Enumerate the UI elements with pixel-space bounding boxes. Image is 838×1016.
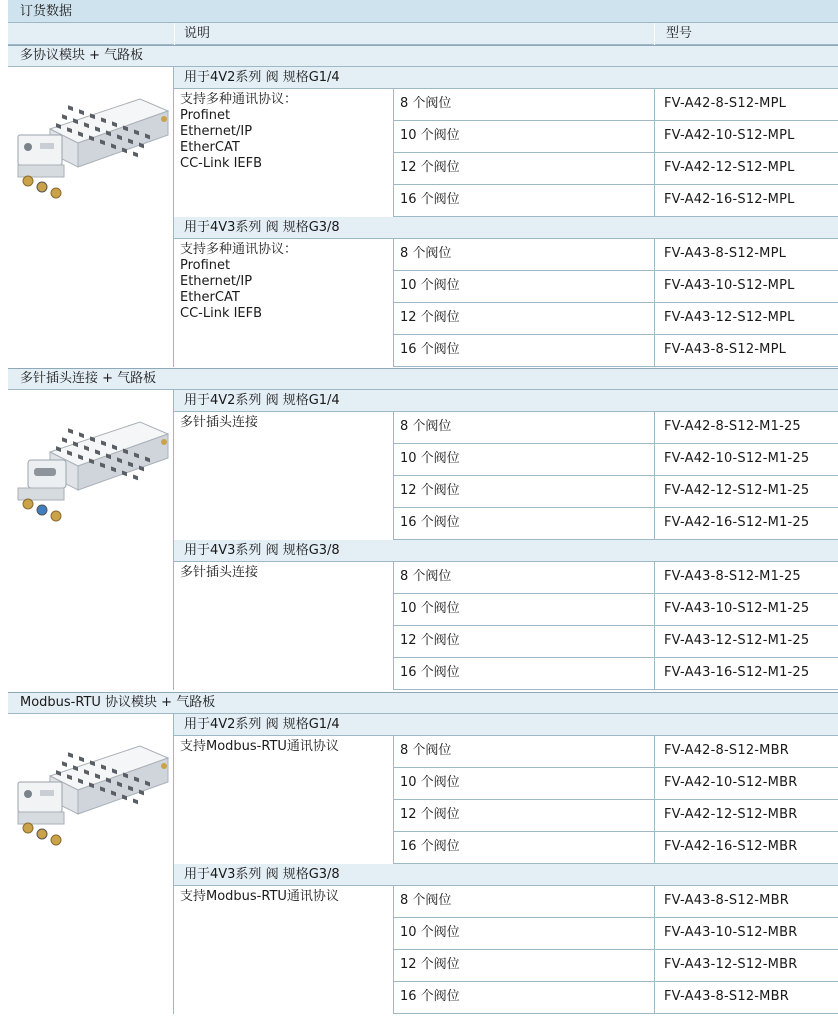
product-section	[8, 45, 838, 367]
description-cell	[174, 412, 394, 540]
description-line: EtherCAT	[180, 290, 240, 305]
valve-position-count: 10 个阀位	[400, 601, 460, 616]
valve-position-count: 8 个阀位	[400, 569, 452, 584]
column-header-description: 说明	[184, 26, 211, 41]
valve-position-count: 8 个阀位	[400, 743, 452, 758]
description-line: CC-Link IEFB	[180, 156, 263, 171]
table-row	[394, 768, 838, 800]
table-row	[394, 886, 838, 918]
model-number: FV-A43-12-S12-MBR	[664, 957, 798, 972]
model-number: FV-A42-10-S12-MBR	[664, 775, 798, 790]
series-title: 用于4V2系列 阀 规格G1/4	[174, 714, 838, 736]
description-line: 支持多种通讯协议：	[180, 92, 298, 107]
table-row	[394, 89, 838, 121]
product-section	[8, 368, 838, 690]
model-number: FV-A43-10-S12-M1-25	[664, 601, 810, 616]
series-title: 用于4V3系列 阀 规格G3/8	[174, 540, 838, 562]
model-number: FV-A42-12-S12-M1-25	[664, 483, 810, 498]
series-title: 用于4V2系列 阀 规格G1/4	[174, 390, 838, 412]
valve-position-count: 8 个阀位	[400, 893, 452, 908]
model-number: FV-A43-8-S12-MBR	[664, 893, 789, 908]
table-row	[394, 444, 838, 476]
table-row	[394, 562, 838, 594]
description-cell	[174, 886, 394, 1014]
valve-position-count: 12 个阀位	[400, 310, 460, 325]
table-row	[394, 736, 838, 768]
description-cell	[174, 736, 394, 864]
table-row	[394, 412, 838, 444]
description-line: 支持Modbus-RTU通讯协议	[180, 889, 339, 904]
description-line: CC-Link IEFB	[180, 306, 263, 321]
table-row	[394, 626, 838, 658]
valve-position-count: 8 个阀位	[400, 96, 452, 111]
section-title: 多针插头连接 + 气路板	[8, 368, 838, 390]
table-row	[394, 658, 838, 690]
series-title: 用于4V2系列 阀 规格G1/4	[174, 67, 838, 89]
section-title: Modbus-RTU 协议模块 + 气路板	[8, 692, 838, 714]
valve-position-count: 12 个阀位	[400, 957, 460, 972]
valve-position-count: 16 个阀位	[400, 665, 460, 680]
product-image-cell	[8, 67, 174, 367]
valve-position-count: 10 个阀位	[400, 925, 460, 940]
description-line: 支持多种通讯协议：	[180, 242, 298, 257]
model-number: FV-A43-8-S12-MPL	[664, 342, 787, 357]
model-number: FV-A43-16-S12-M1-25	[664, 665, 810, 680]
table-row	[394, 982, 838, 1014]
valve-position-count: 16 个阀位	[400, 515, 460, 530]
model-number: FV-A43-10-S12-MBR	[664, 925, 798, 940]
product-section	[8, 692, 838, 1014]
description-cell	[174, 239, 394, 367]
table-row	[394, 185, 838, 217]
valve-position-count: 8 个阀位	[400, 246, 452, 261]
model-number: FV-A43-12-S12-M1-25	[664, 633, 810, 648]
table-row	[394, 476, 838, 508]
valve-position-count: 16 个阀位	[400, 839, 460, 854]
model-number: FV-A43-10-S12-MPL	[664, 278, 795, 293]
series-title: 用于4V3系列 阀 规格G3/8	[174, 864, 838, 886]
model-number: FV-A42-12-S12-MBR	[664, 807, 798, 822]
description-line: Ethernet/IP	[180, 274, 253, 289]
description-line: EtherCAT	[180, 140, 240, 155]
table-row	[394, 239, 838, 271]
valve-position-count: 10 个阀位	[400, 278, 460, 293]
description-cell	[174, 562, 394, 690]
model-number: FV-A43-12-S12-MPL	[664, 310, 795, 325]
valve-position-count: 10 个阀位	[400, 128, 460, 143]
model-number: FV-A43-8-S12-MBR	[664, 989, 789, 1004]
table-row	[394, 271, 838, 303]
valve-manifold-image	[10, 412, 170, 532]
product-image-cell	[8, 390, 174, 690]
table-row	[394, 508, 838, 540]
valve-position-count: 16 个阀位	[400, 989, 460, 1004]
description-line: 多针插头连接	[180, 565, 259, 580]
table-row	[394, 335, 838, 367]
valve-position-count: 8 个阀位	[400, 419, 452, 434]
table-row	[394, 121, 838, 153]
valve-position-count: 16 个阀位	[400, 342, 460, 357]
table-row	[394, 832, 838, 864]
model-number: FV-A43-8-S12-MPL	[664, 246, 787, 261]
table-row	[394, 800, 838, 832]
table-row	[394, 153, 838, 185]
model-number: FV-A43-8-S12-M1-25	[664, 569, 801, 584]
table-title: 订货数据	[8, 0, 838, 23]
model-number: FV-A42-10-S12-M1-25	[664, 451, 810, 466]
description-line: Profinet	[180, 258, 231, 273]
column-header-model: 型号	[666, 26, 693, 41]
table-row	[394, 950, 838, 982]
model-number: FV-A42-8-S12-MBR	[664, 743, 789, 758]
model-number: FV-A42-16-S12-MPL	[664, 192, 795, 207]
description-line: 支持Modbus-RTU通讯协议	[180, 739, 339, 754]
valve-position-count: 12 个阀位	[400, 483, 460, 498]
table-row	[394, 303, 838, 335]
valve-position-count: 16 个阀位	[400, 192, 460, 207]
model-number: FV-A42-12-S12-MPL	[664, 160, 795, 175]
model-number: FV-A42-16-S12-M1-25	[664, 515, 810, 530]
description-line: 多针插头连接	[180, 415, 259, 430]
model-number: FV-A42-10-S12-MPL	[664, 128, 795, 143]
valve-position-count: 10 个阀位	[400, 775, 460, 790]
valve-position-count: 10 个阀位	[400, 451, 460, 466]
description-cell	[174, 89, 394, 217]
valve-manifold-image	[10, 736, 170, 856]
table-row	[394, 918, 838, 950]
description-line: Profinet	[180, 108, 231, 123]
valve-position-count: 12 个阀位	[400, 160, 460, 175]
valve-manifold-image	[10, 89, 170, 209]
description-line: Ethernet/IP	[180, 124, 253, 139]
section-title: 多协议模块 + 气路板	[8, 45, 838, 67]
series-title: 用于4V3系列 阀 规格G3/8	[174, 217, 838, 239]
model-number: FV-A42-16-S12-MBR	[664, 839, 798, 854]
valve-position-count: 12 个阀位	[400, 807, 460, 822]
column-header-row	[8, 23, 838, 45]
model-number: FV-A42-8-S12-MPL	[664, 96, 787, 111]
valve-position-count: 12 个阀位	[400, 633, 460, 648]
product-image-cell	[8, 714, 174, 1014]
model-number: FV-A42-8-S12-M1-25	[664, 419, 801, 434]
table-row	[394, 594, 838, 626]
